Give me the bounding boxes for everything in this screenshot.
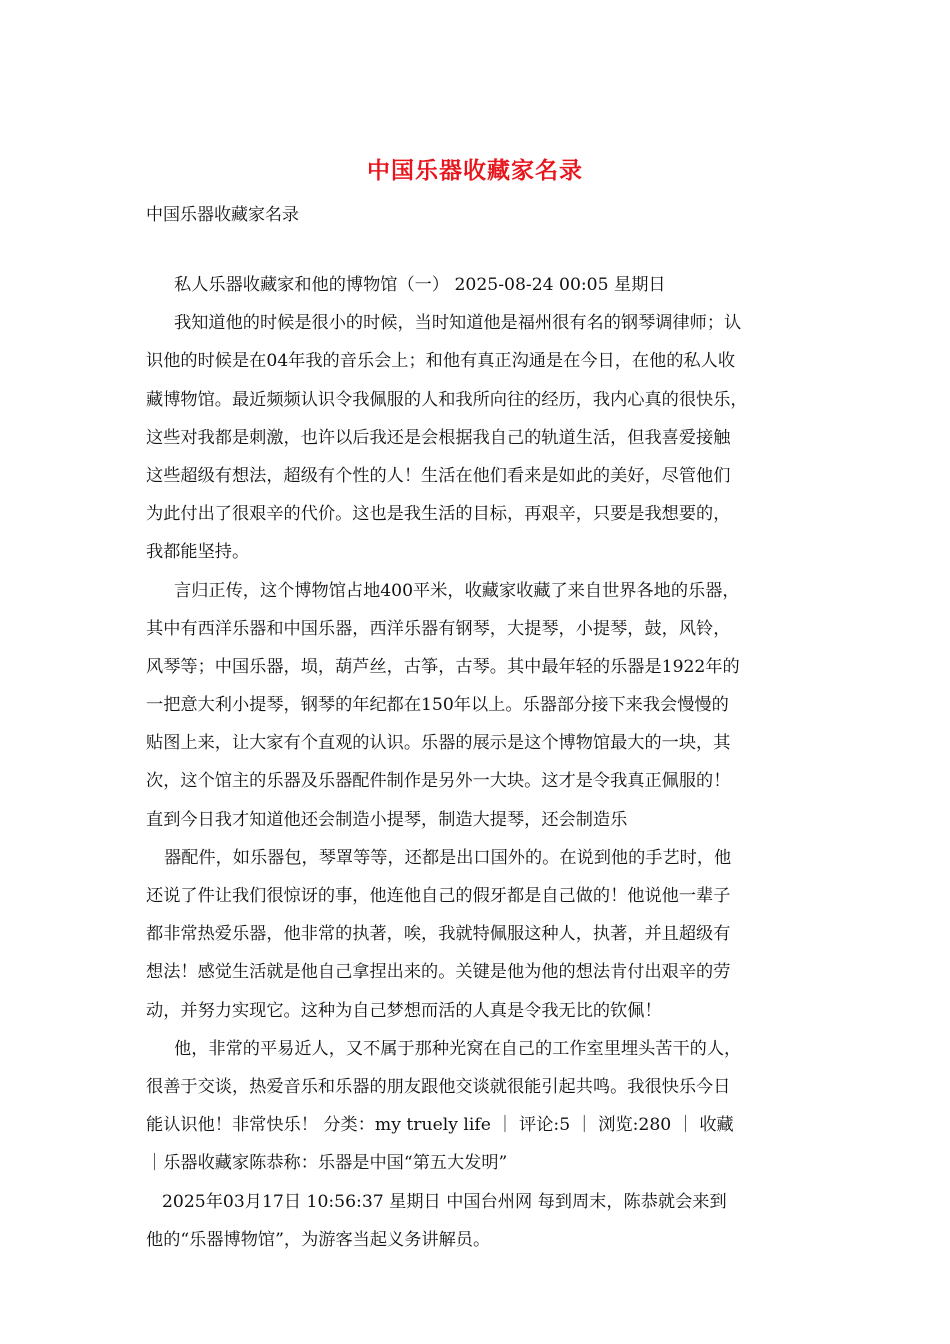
paragraph-line: 动，并努力实现它。这种为自己梦想而活的人真是令我无比的钦佩！ xyxy=(146,1000,662,1021)
paragraph-line: 藏博物馆。最近频频认识令我佩服的人和我所向往的经历，我内心真的很快乐， xyxy=(146,389,748,410)
paragraph-line: 其中有西洋乐器和中国乐器，西洋乐器有钢琴，大提琴，小提琴，鼓，风铃， xyxy=(146,618,731,639)
document-subtitle: 中国乐器收藏家名录 xyxy=(146,205,299,225)
paragraph-line: 次，这个馆主的乐器及乐器配件制作是另外一大块。这才是令我真正佩服的！ xyxy=(146,771,731,792)
paragraph-line: 我知道他的时候是很小的时候，当时知道他是福州很有名的钢琴调律师；认 xyxy=(174,313,742,334)
paragraph-line: 他，非常的平易近人，又不属于那种光窝在自己的工作室里埋头苦干的人， xyxy=(174,1038,742,1059)
paragraph-line: 我都能坚持。 xyxy=(146,542,250,563)
paragraph-line: 都非常热爱乐器，他非常的执著，唉，我就特佩服这种人，执著，并且超级有 xyxy=(146,924,731,945)
paragraph-line: 2025年03月17日 10:56:37 星期日 中国台州网 每到周末，陈恭就会来到 xyxy=(162,1191,727,1212)
paragraph-line: 言归正传，这个博物馆占地400平米，收藏家收藏了来自世界各地的乐器， xyxy=(174,580,740,601)
paragraph-line: 贴图上来，让大家有个直观的认识。乐器的展示是这个博物馆最大的一块，其 xyxy=(146,733,731,754)
paragraph-line: 这些对我都是刺激，也许以后我还是会根据我自己的轨道生活，但我喜爱接触 xyxy=(146,427,731,448)
paragraph-line: 很善于交谈，热爱音乐和乐器的朋友跟他交谈就很能引起共鸣。我很快乐今日 xyxy=(146,1076,731,1097)
paragraph-line: 能认识他！非常快乐！ 分类：my truely life ｜ 评论:5 ｜ 浏览:280 ｜ 收藏 xyxy=(146,1115,734,1136)
paragraph-line: 器配件，如乐器包，琴罩等等，还都是出口国外的。在说到他的手艺时，他 xyxy=(164,847,732,868)
paragraph-line: 识他的时候是在04年我的音乐会上；和他有真正沟通是在今日，在他的私人收 xyxy=(146,351,736,372)
paragraph-line: 风琴等；中国乐器，埙，葫芦丝，古筝，古琴。其中最年轻的乐器是1922年的 xyxy=(146,656,740,677)
paragraph-line: 为此付出了很艰辛的代价。这也是我生活的目标，再艰辛，只要是我想要的， xyxy=(146,504,731,525)
document-body xyxy=(146,266,806,1259)
paragraph-line: ｜乐器收藏家陈恭称：乐器是中国“第五大发明” xyxy=(146,1153,508,1174)
paragraph-line: 他的“乐器博物馆”，为游客当起义务讲解员。 xyxy=(146,1229,491,1250)
paragraph-line: 这些超级有想法，超级有个性的人！生活在他们看来是如此的美好，尽管他们 xyxy=(146,465,731,486)
paragraph-line: 想法！感觉生活就是他自己拿捏出来的。关键是他为他的想法肯付出艰辛的劳 xyxy=(146,962,731,983)
paragraph-line: 直到今日我才知道他还会制造小提琴，制造大提琴，还会制造乐 xyxy=(146,809,628,830)
document-title: 中国乐器收藏家名录 xyxy=(367,157,583,184)
paragraph-line: 还说了件让我们很惊讶的事，他连他自己的假牙都是自己做的！他说他一辈子 xyxy=(146,886,731,906)
paragraph-line: 一把意大利小提琴，钢琴的年纪都在150年以上。乐器部分接下来我会慢慢的 xyxy=(146,695,729,716)
paragraph-line: 私人乐器收藏家和他的博物馆（一） 2025-08-24 00:05 星期日 xyxy=(174,275,666,295)
